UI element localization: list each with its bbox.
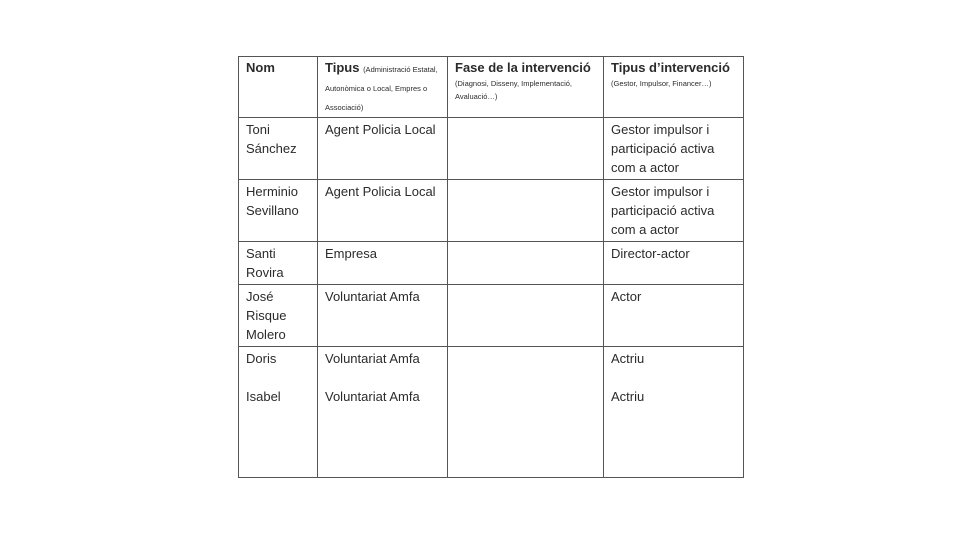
cell-fase (448, 242, 604, 285)
cell-tipus: Voluntariat Amfa (318, 285, 448, 347)
table-row (239, 242, 744, 285)
cell-tipus: Agent Policia Local (318, 180, 448, 242)
cell-tipus: Empresa (318, 242, 448, 285)
cell-nom (239, 347, 318, 478)
table-row (239, 118, 744, 180)
cell-nom: Toni Sánchez (239, 118, 318, 180)
header-intervencio-note: (Gestor, Impulsor, Financer…) (611, 79, 712, 88)
header-nom (239, 57, 318, 118)
entry-nom: Isabel (246, 389, 281, 404)
cell-fase (448, 118, 604, 180)
cell-tipus: Agent Policia Local (318, 118, 448, 180)
header-tipus (318, 57, 448, 118)
header-tipus-note: (Administració Estatal, Autonòmica o Local, Empres o Associació) (325, 65, 438, 112)
table-row (239, 285, 744, 347)
header-tipus-title: Tipus (325, 60, 360, 75)
cell-intervencio: Gestor impulsor i participació activa com a actor (604, 118, 744, 180)
entry-tipus: Voluntariat Amfa (325, 351, 420, 366)
participants-table (238, 56, 744, 478)
entry-tipus: Voluntariat Amfa (325, 389, 420, 404)
header-fase-note: (Diagnosi, Disseny, Implementació, Avaluació…) (455, 79, 572, 101)
header-intervencio-title: Tipus d’intervenció (611, 60, 730, 75)
cell-intervencio: Actor (604, 285, 744, 347)
cell-intervencio (604, 347, 744, 478)
cell-intervencio: Gestor impulsor i participació activa com a actor (604, 180, 744, 242)
cell-fase (448, 347, 604, 478)
header-fase (448, 57, 604, 118)
header-fase-title: Fase de la intervenció (455, 60, 591, 75)
cell-tipus (318, 347, 448, 478)
header-intervencio (604, 57, 744, 118)
cell-fase (448, 180, 604, 242)
entry-nom: Doris (246, 351, 277, 366)
cell-intervencio: Director-actor (604, 242, 744, 285)
entry-intervencio: Actriu (611, 351, 645, 366)
header-nom-title: Nom (246, 60, 275, 75)
cell-nom: Santi Rovira (239, 242, 318, 285)
cell-nom: Herminio Sevillano (239, 180, 318, 242)
cell-nom: José Risque Molero (239, 285, 318, 347)
table-row (239, 347, 744, 478)
entry-intervencio: Actriu (611, 389, 645, 404)
cell-fase (448, 285, 604, 347)
table-row (239, 180, 744, 242)
table-header-row (239, 57, 744, 118)
